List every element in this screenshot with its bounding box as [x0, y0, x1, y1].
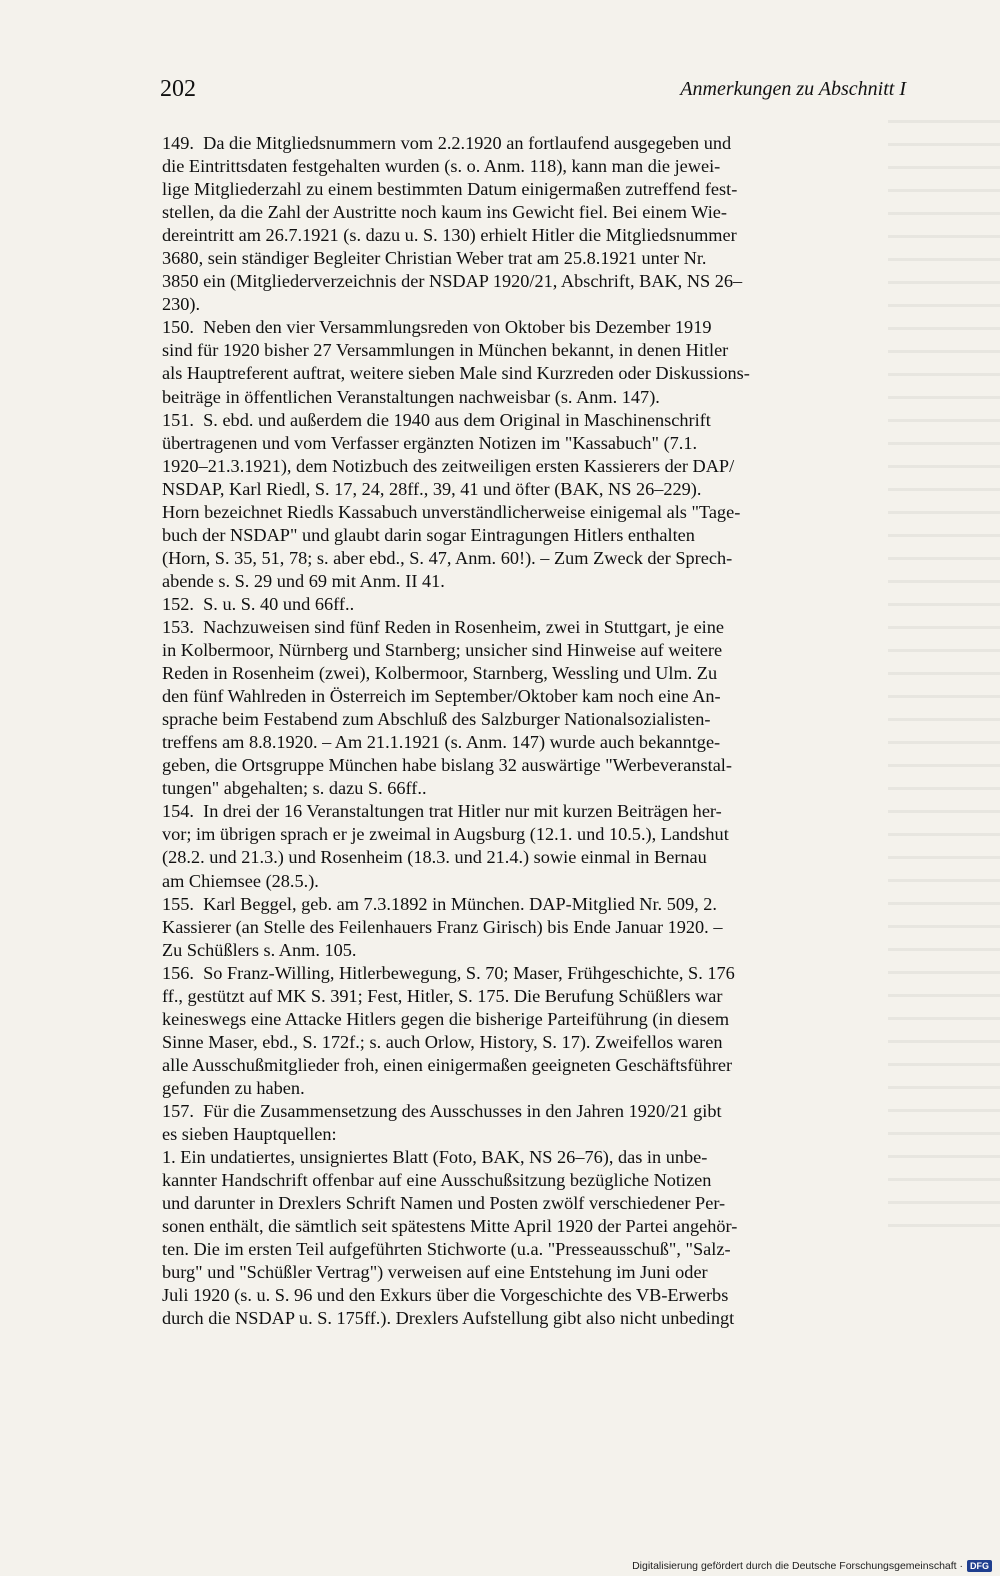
text-line: sind für 1920 bisher 27 Versammlungen in München bekannt, in denen Hitler: [162, 340, 729, 361]
text-line: durch die NSDAP u. S. 175ff.). Drexlers Aufstellung gibt also nicht unbedingt: [162, 1308, 735, 1329]
text-line: dereintritt am 26.7.1921 (s. dazu u. S. 130) erhielt Hitler die Mitgliedsnummer: [162, 225, 737, 246]
text-line: Reden in Rosenheim (zwei), Kolbermoor, Starnberg, Wessling und Ulm. Zu: [162, 663, 718, 684]
text-line: gefunden zu haben.: [162, 1077, 305, 1098]
text-line: kannter Handschrift offenbar auf eine Ausschußsitzung bezügliche Notizen: [162, 1170, 712, 1191]
text-line: 152. S. u. S. 40 und 66ff..: [162, 593, 355, 614]
text-line: Juli 1920 (s. u. S. 96 und den Exkurs über die Vorgeschichte des VB-Erwerbs: [162, 1285, 729, 1306]
text-line: geben, die Ortsgruppe München habe bislang 32 auswärtige "Werbeveranstal-: [162, 755, 732, 776]
text-line: 3680, sein ständiger Begleiter Christian Weber trat am 25.8.1921 unter Nr.: [162, 248, 707, 269]
text-line: beiträge in öffentlichen Veranstaltungen nachweisbar (s. Anm. 147).: [162, 386, 660, 407]
text-line: 155. Karl Beggel, geb. am 7.3.1892 in München. DAP-Mitglied Nr. 509, 2.: [162, 893, 717, 914]
text-line: lige Mitgliederzahl zu einem bestimmten Datum einigermaßen zutreffend fest-: [162, 179, 738, 200]
text-line: am Chiemsee (28.5.).: [162, 870, 319, 891]
text-line: vor; im übrigen sprach er je zweimal in Augsburg (12.1. und 10.5.), Landshut: [162, 824, 729, 845]
text-line: 1. Ein undatiertes, unsigniertes Blatt (Foto, BAK, NS 26–76), das in unbe-: [162, 1147, 708, 1168]
text-line: und darunter in Drexlers Schrift Namen und Posten zwölf verschiedener Per-: [162, 1193, 726, 1214]
digitization-footer: [632, 1560, 992, 1572]
text-line: tungen" abgehalten; s. dazu S. 66ff..: [162, 778, 427, 799]
text-line: Sinne Maser, ebd., S. 172f.; s. auch Orlow, History, S. 17). Zweifellos waren: [162, 1031, 723, 1052]
text-line: 3850 ein (Mitgliederverzeichnis der NSDAP 1920/21, Abschrift, BAK, NS 26–: [162, 271, 743, 292]
text-line: 230).: [162, 294, 201, 315]
text-line: Zu Schüßlers s. Anm. 105.: [162, 939, 357, 960]
text-line: in Kolbermoor, Nürnberg und Starnberg; unsicher sind Hinweise auf weitere: [162, 640, 723, 661]
text-line: ten. Die im ersten Teil aufgeführten Stichworte (u.a. "Presseausschuß", "Salz-: [162, 1239, 731, 1260]
dfg-logo-icon: DFG: [967, 1560, 992, 1572]
text-line: 150. Neben den vier Versammlungsreden von Oktober bis Dezember 1919: [162, 317, 712, 338]
footer-credit: Digitalisierung gefördert durch die Deutsche Forschungsgemeinschaft ·: [632, 1560, 963, 1572]
text-line: Horn bezeichnet Riedls Kassabuch unverständlicherweise einigemal als "Tage-: [162, 501, 741, 522]
text-line: den fünf Wahlreden in Österreich im September/Oktober kam noch eine An-: [162, 686, 721, 707]
text-line: 151. S. ebd. und außerdem die 1940 aus dem Original in Maschinenschrift: [162, 409, 711, 430]
text-line: buch der NSDAP" und glaubt darin sogar Eintragungen Hitlers enthalten: [162, 524, 695, 545]
text-line: 157. Für die Zusammensetzung des Ausschusses in den Jahren 1920/21 gibt: [162, 1100, 722, 1121]
text-line: treffens am 8.8.1920. – Am 21.1.1921 (s. Anm. 147) wurde auch bekanntge-: [162, 732, 721, 753]
text-line: 153. Nachzuweisen sind fünf Reden in Rosenheim, zwei in Stuttgart, je eine: [162, 616, 725, 637]
text-line: Kassierer (an Stelle des Feilenhauers Franz Girisch) bis Ende Januar 1920. –: [162, 916, 723, 937]
running-head: Anmerkungen zu Abschnitt I: [680, 78, 906, 100]
page-header: [160, 76, 906, 110]
notes-body: [162, 132, 898, 1330]
text-line: 156. So Franz-Willing, Hitlerbewegung, S. 70; Maser, Frühgeschichte, S. 176: [162, 962, 735, 983]
text-line: sonen enthält, die sämtlich seit spätestens Mitte April 1920 der Partei angehör-: [162, 1216, 738, 1237]
text-line: keineswegs eine Attacke Hitlers gegen die bisherige Parteiführung (in diesem: [162, 1008, 730, 1029]
text-line: (Horn, S. 35, 51, 78; s. aber ebd., S. 47, Anm. 60!). – Zum Zweck der Sprech-: [162, 547, 733, 568]
text-line: stellen, da die Zahl der Austritte noch kaum ins Gewicht fiel. Bei einem Wie-: [162, 202, 727, 223]
text-line: übertragenen und vom Verfasser ergänzten Notizen im "Kassabuch" (7.1.: [162, 432, 698, 453]
page-number: 202: [160, 76, 196, 102]
text-line: NSDAP, Karl Riedl, S. 17, 24, 28ff., 39, 41 und öfter (BAK, NS 26–229).: [162, 478, 702, 499]
text-line: sprache beim Festabend zum Abschluß des Salzburger Nationalsozialisten-: [162, 709, 711, 730]
text-line: als Hauptreferent auftrat, weitere sieben Male sind Kurzreden oder Diskussions-: [162, 363, 750, 384]
bleed-through-shadow: [888, 120, 1000, 1240]
text-line: alle Ausschußmitglieder froh, einen einigermaßen geeigneten Geschäftsführer: [162, 1054, 733, 1075]
text-line: burg" und "Schüßler Vertrag") verweisen auf eine Entstehung im Juni oder: [162, 1262, 708, 1283]
text-line: es sieben Hauptquellen:: [162, 1124, 337, 1145]
text-line: 154. In drei der 16 Veranstaltungen trat Hitler nur mit kurzen Beiträgen her-: [162, 801, 722, 822]
text-line: 149. Da die Mitgliedsnummern vom 2.2.1920 an fortlaufend ausgegeben und: [162, 133, 732, 153]
text-line: die Eintrittsdaten festgehalten wurden (s. o. Anm. 118), kann man die jewei-: [162, 156, 721, 177]
text-line: 1920–21.3.1921), dem Notizbuch des zeitweiligen ersten Kassierers der DAP/: [162, 455, 735, 476]
text-line: ff., gestützt auf MK S. 391; Fest, Hitler, S. 175. Die Berufung Schüßlers war: [162, 985, 723, 1006]
text-line: abende s. S. 29 und 69 mit Anm. II 41.: [162, 570, 445, 591]
text-line: (28.2. und 21.3.) und Rosenheim (18.3. und 21.4.) sowie einmal in Bernau: [162, 847, 707, 868]
